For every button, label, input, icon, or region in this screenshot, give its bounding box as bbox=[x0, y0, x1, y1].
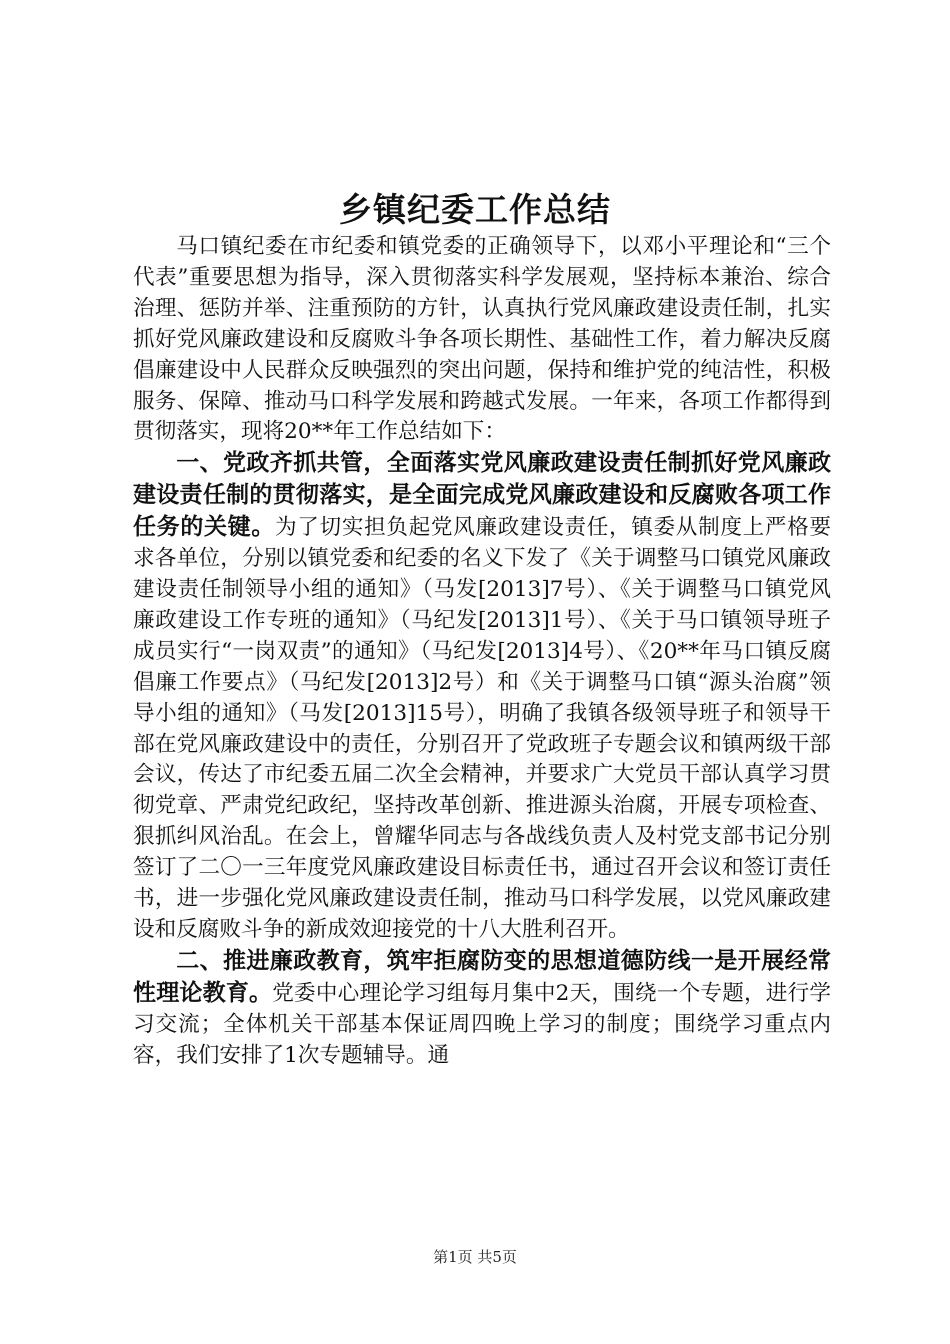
section-two-paragraph bbox=[133, 946, 831, 1072]
intro-paragraph-text: 马口镇纪委在市纪委和镇党委的正确领导下，以邓小平理论和“三个代表”重要思想为指导，深入贯彻落实科学发展观，坚持标本兼治、综合治理、惩防并举、注重预防的方针，认真执行党风廉政建设责任制，扎实抓好党风廉政建设和反腐败斗争各项长期性、基础性工作，着力解决反腐倡廉建设中人民群众反映强烈的突出问题，保持和维护党的纯洁性，积极服务、保障、推动马口科学发展和跨越式发展。一年来，各项工作都得到贯彻落实，现将20**年工作总结如下： bbox=[133, 234, 831, 445]
section-one-paragraph bbox=[133, 448, 831, 946]
section-one-heading: 一、党政齐抓共管，全面落实党风廉政建设责任制抓好党风廉政建设责任制的贯彻落实，是全面完成党风廉政建设和反腐败各项工作任务的关键。 bbox=[133, 449, 831, 541]
section-two-heading: 二、推进廉政教育，筑牢拒腐防变的思想道德防线一是开展经常性理论教育。 bbox=[133, 946, 831, 1006]
page-footer: 第1页 共5页 bbox=[433, 1248, 517, 1266]
document-title: 乡镇纪委工作总结 bbox=[339, 190, 611, 229]
document-body bbox=[133, 232, 831, 1071]
section-one-text: 为了切实担负起党风廉政建设责任，镇委从制度上严格要求各单位，分别以镇党委和纪委的名义下发了《关于调整马口镇党风廉政建设责任制领导小组的通知》（马发[2013]7号）、《关于调整马口镇党风廉政建设工作专班的通知》（马纪发[2013]1号）、《关于马口镇领导班子成员实行“一岗双责”的通知》（马纪发[2013]4号）、《20**年马口镇反腐倡廉工作要点》（马纪发[2013]2号）和《关于调整马口镇“源头治腐”领导小组的通知》（马发[2013]15号），明确了我镇各级领导班子和领导干部在党风廉政建设中的责任，分别召开了党政班子专题会议和镇两级干部会议，传达了市纪委五届二次全会精神，并要求广大党员干部认真学习贯彻党章、严肃党纪政纪，坚持改革创新、推进源头治腐，开展专项检查、狠抓纠风治乱。在会上，曾耀华同志与各战线负责人及村党支部书记分别签订了二〇一三年度党风廉政建设目标责任书，通过召开会议和签订责任书，进一步强化党风廉政建设责任制，推动马口科学发展，以党风廉政建设和反腐败斗争的新成效迎接党的十八大胜利召开。 bbox=[133, 515, 831, 942]
section-two-text: 党委中心理论学习组每月集中2天，围绕一个专题，进行学习交流；全体机关干部基本保证周四晚上学习的制度；围绕学习重点内容，我们安排了1次专题辅导。通 bbox=[133, 980, 832, 1068]
intro-paragraph bbox=[133, 232, 831, 448]
